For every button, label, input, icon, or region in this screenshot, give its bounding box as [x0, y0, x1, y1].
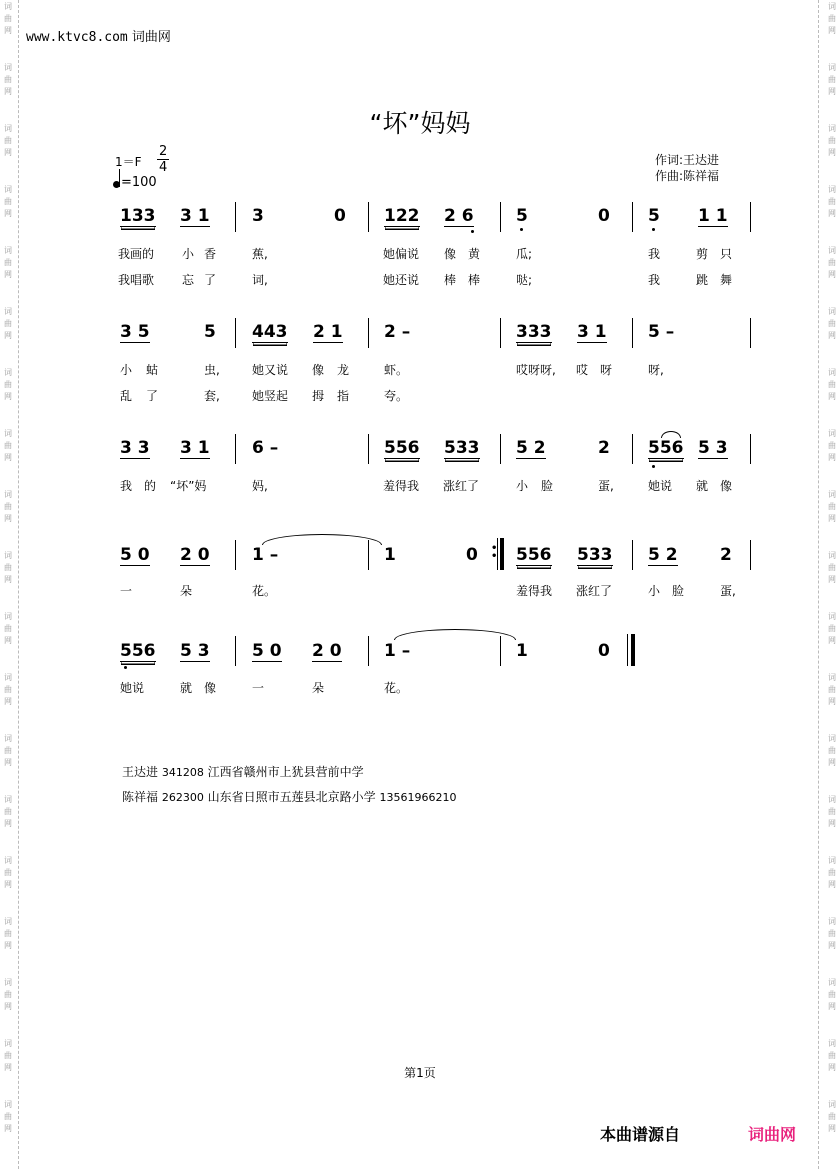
lyric: 像 — [312, 363, 325, 377]
note-group: 0 — [598, 641, 610, 661]
note-group: 133 — [120, 206, 156, 226]
lyric: 她又说 — [252, 363, 289, 377]
contact-name: 王达进 — [122, 765, 159, 779]
lyric: 哎呀呀, — [516, 363, 556, 377]
contact-postcode: 341208 — [161, 766, 204, 779]
watermark-char: 词 — [4, 795, 12, 804]
note-group: 3 5 — [120, 322, 150, 342]
note-group: 556 — [120, 641, 156, 661]
lyric: 我唱歌 — [118, 273, 155, 287]
watermark-char: 曲 — [4, 75, 12, 84]
lyricist: 作词:王达进 — [655, 153, 720, 167]
lyric: 羞得我 — [516, 584, 553, 598]
lyric: 妈, — [252, 479, 268, 493]
watermark-char: 曲 — [4, 563, 12, 572]
bar-line — [500, 318, 501, 348]
watermark-char: 曲 — [4, 502, 12, 511]
watermark-char: 曲 — [4, 14, 12, 23]
lyric: 她说 — [120, 681, 145, 695]
note-group: 5 — [648, 206, 660, 226]
lyric: 我 — [120, 479, 133, 493]
left-margin-line — [18, 0, 19, 1169]
bar-line — [632, 202, 633, 232]
watermark-char: 网 — [4, 1124, 12, 1133]
lyric: 呀 — [600, 363, 613, 377]
watermark-char: 网 — [4, 209, 12, 218]
song-title: “坏”妈妈 — [369, 109, 471, 138]
low-octave-dot — [652, 465, 655, 468]
lyric: 蛄 — [146, 363, 159, 377]
note-group: 3 3 — [120, 438, 150, 458]
watermark-char: 网 — [4, 26, 12, 35]
bar-line — [235, 636, 236, 666]
watermark-char: 网 — [828, 331, 836, 340]
bar-line — [368, 434, 369, 464]
lyric: 夸。 — [384, 389, 409, 403]
time-signature-top: 2 — [159, 144, 168, 159]
watermark-char: 曲 — [4, 1051, 12, 1060]
contact-address: 江西省赣州市上犹县营前中学 — [207, 765, 364, 779]
tie-mark — [262, 534, 382, 545]
note-group: 2 6 — [444, 206, 474, 226]
contact-postcode: 262300 — [161, 791, 204, 804]
watermark-char: 词 — [4, 185, 12, 194]
note-group: 333 — [516, 322, 552, 342]
source-label: 本曲谱源自 — [600, 1125, 681, 1144]
watermark-char: 网 — [828, 636, 836, 645]
lyric: 脸 — [541, 479, 554, 493]
slur-mark — [661, 431, 681, 438]
bar-line — [750, 434, 751, 464]
note-group: 5 2 — [516, 438, 546, 458]
lyric: 我 — [648, 247, 661, 261]
lyric: 虫, — [204, 363, 220, 377]
watermark-char: 词 — [4, 612, 12, 621]
watermark-char: 词 — [828, 734, 836, 743]
lyric: 剪 — [696, 247, 709, 261]
watermark-char: 词 — [4, 856, 12, 865]
note-group: 1 — [384, 545, 396, 565]
tempo-marking — [113, 172, 157, 190]
watermark-char: 词 — [828, 63, 836, 72]
note-group: 533 — [444, 438, 480, 458]
watermark-char: 网 — [828, 758, 836, 767]
watermark-char: 曲 — [4, 319, 12, 328]
watermark-char: 网 — [4, 758, 12, 767]
watermark-char: 网 — [828, 880, 836, 889]
bar-line — [235, 202, 236, 232]
bar-line — [632, 540, 633, 570]
lyric: 词, — [252, 273, 268, 287]
contact-lyricist — [122, 763, 364, 780]
repeat-dots: • • — [491, 543, 498, 562]
lyric: 指 — [337, 389, 350, 403]
note-group: 0 — [466, 545, 478, 565]
note-group: 1 — [516, 641, 528, 661]
lyric: 的 — [144, 479, 157, 493]
time-signature — [157, 144, 169, 175]
repeat-bar-thick — [500, 538, 504, 570]
watermark-char: 网 — [828, 1002, 836, 1011]
watermark-char: 词 — [828, 2, 836, 11]
repeat-bar-thin — [497, 538, 498, 570]
final-bar-thin — [627, 634, 628, 666]
watermark-char: 网 — [828, 575, 836, 584]
lyric: 花。 — [384, 681, 409, 695]
note-group: 5 – — [648, 322, 675, 342]
note-group: 3 1 — [180, 438, 210, 458]
bar-line — [368, 636, 369, 666]
watermark-char: 曲 — [4, 746, 12, 755]
composer: 作曲:陈祥福 — [655, 169, 720, 183]
watermark-char: 曲 — [4, 868, 12, 877]
final-bar-thick — [631, 634, 635, 666]
note-group: 0 — [598, 206, 610, 226]
watermark-char: 曲 — [828, 990, 836, 999]
lyric: 哎 — [576, 363, 589, 377]
watermark-char: 词 — [828, 978, 836, 987]
watermark-char: 网 — [4, 514, 12, 523]
lyric: 我 — [648, 273, 661, 287]
lyric: 棒 — [444, 273, 457, 287]
bar-line — [750, 202, 751, 232]
watermark-char: 词 — [4, 734, 12, 743]
note-group: 2 — [720, 545, 732, 565]
watermark-char: 曲 — [4, 258, 12, 267]
note-group: 533 — [577, 545, 613, 565]
note-group: 2 0 — [180, 545, 210, 565]
watermark-char: 网 — [828, 941, 836, 950]
note-group: 5 0 — [252, 641, 282, 661]
note-group: 1 – — [252, 545, 279, 565]
watermark-char: 词 — [4, 551, 12, 560]
watermark-char: 网 — [4, 331, 12, 340]
bar-line — [632, 434, 633, 464]
watermark-char: 词 — [4, 673, 12, 682]
note-group: 5 — [516, 206, 528, 226]
left-watermark-strip — [2, 0, 14, 1169]
low-octave-dot — [124, 666, 127, 669]
note-group: 2 — [598, 438, 610, 458]
contact-address: 山东省日照市五莲县北京路小学 — [207, 790, 376, 804]
note-group: 3 1 — [180, 206, 210, 226]
watermark-char: 词 — [4, 124, 12, 133]
watermark-char: 网 — [828, 453, 836, 462]
site-url[interactable] — [26, 26, 171, 45]
note-group: 5 0 — [120, 545, 150, 565]
watermark-char: 曲 — [4, 441, 12, 450]
lyric: 就 — [180, 681, 193, 695]
watermark-char: 词 — [4, 368, 12, 377]
note-group: 3 1 — [577, 322, 607, 342]
bar-line — [500, 434, 501, 464]
lyric: 脸 — [672, 584, 685, 598]
right-watermark-strip — [826, 0, 838, 1169]
lyric: 羞得我 — [383, 479, 420, 493]
watermark-char: 曲 — [828, 1051, 836, 1060]
watermark-char: 曲 — [828, 319, 836, 328]
note-group: 2 – — [384, 322, 411, 342]
watermark-char: 词 — [4, 2, 12, 11]
watermark-char: 曲 — [4, 136, 12, 145]
note-group: 2 0 — [312, 641, 342, 661]
watermark-char: 词 — [828, 124, 836, 133]
watermark-char: 曲 — [4, 624, 12, 633]
watermark-char: 网 — [4, 819, 12, 828]
note-group: 5 2 — [648, 545, 678, 565]
watermark-char: 词 — [828, 673, 836, 682]
watermark-char: 词 — [4, 1039, 12, 1048]
note-group: 556 — [648, 438, 684, 458]
lyric: 小 — [648, 584, 661, 598]
note-group: 2 1 — [313, 322, 343, 342]
watermark-char: 曲 — [4, 685, 12, 694]
watermark-char: 词 — [828, 246, 836, 255]
watermark-char: 词 — [828, 368, 836, 377]
watermark-char: 网 — [4, 392, 12, 401]
watermark-char: 网 — [828, 697, 836, 706]
watermark-char: 网 — [4, 270, 12, 279]
bar-line — [368, 540, 369, 570]
watermark-char: 词 — [4, 917, 12, 926]
watermark-char: 词 — [828, 795, 836, 804]
watermark-char: 词 — [4, 307, 12, 316]
lyric: 蕉, — [252, 247, 268, 261]
watermark-char: 网 — [4, 636, 12, 645]
lyric: 小 — [516, 479, 529, 493]
bar-line — [750, 318, 751, 348]
quarter-note-stem — [119, 169, 120, 187]
lyric: 她竖起 — [252, 389, 289, 403]
lyric: 跳 — [696, 273, 709, 287]
bar-line — [632, 318, 633, 348]
lyric: 只 — [720, 247, 733, 261]
note-group: 5 3 — [180, 641, 210, 661]
time-signature-bottom: 4 — [159, 160, 168, 175]
watermark-char: 曲 — [828, 502, 836, 511]
note-group: 3 — [252, 206, 264, 226]
bar-line — [235, 434, 236, 464]
note-group: 556 — [516, 545, 552, 565]
watermark-char: 曲 — [828, 380, 836, 389]
lyric: 一 — [120, 584, 133, 598]
contact-phone: 13561966210 — [379, 791, 457, 804]
note-group: 1 – — [384, 641, 411, 661]
watermark-char: 词 — [4, 246, 12, 255]
lyric: 我画的 — [118, 247, 155, 261]
lyric: 蛋, — [598, 479, 614, 493]
lyric: 套, — [204, 389, 220, 403]
bar-line — [500, 202, 501, 232]
lyric: 蛋, — [720, 584, 736, 598]
watermark-char: 词 — [4, 63, 12, 72]
lyric: 香 — [204, 247, 217, 261]
watermark-char: 曲 — [828, 624, 836, 633]
watermark-char: 曲 — [4, 990, 12, 999]
lyric: 了 — [204, 273, 217, 287]
watermark-char: 词 — [828, 185, 836, 194]
watermark-char: 词 — [4, 978, 12, 987]
lyric: 虾。 — [384, 363, 409, 377]
source-brand-link[interactable]: 词曲网 — [748, 1125, 797, 1144]
watermark-char: 曲 — [828, 685, 836, 694]
lyric: 黄 — [468, 247, 481, 261]
lyric: 涨红了 — [443, 479, 480, 493]
bar-line — [368, 202, 369, 232]
lyric: 瓜; — [516, 247, 533, 261]
watermark-char: 网 — [4, 575, 12, 584]
lyric: 就 — [696, 479, 709, 493]
bar-line — [750, 540, 751, 570]
site-name: 词曲网 — [131, 30, 171, 45]
watermark-char: 网 — [828, 392, 836, 401]
watermark-char: 词 — [828, 490, 836, 499]
watermark-char: 曲 — [4, 197, 12, 206]
watermark-char: 曲 — [4, 1112, 12, 1121]
watermark-char: 网 — [828, 270, 836, 279]
watermark-char: 曲 — [828, 136, 836, 145]
watermark-char: 网 — [4, 453, 12, 462]
watermark-char: 词 — [828, 856, 836, 865]
lyric: 她还说 — [383, 273, 420, 287]
bar-line — [235, 540, 236, 570]
watermark-char: 词 — [828, 612, 836, 621]
lyric: 涨红了 — [576, 584, 613, 598]
key-signature: 1＝F — [115, 155, 142, 169]
tie-mark — [394, 629, 516, 640]
lyric: 舞 — [720, 273, 733, 287]
watermark-char: 网 — [4, 87, 12, 96]
watermark-char: 网 — [4, 148, 12, 157]
lyric: 朵 — [312, 681, 325, 695]
watermark-char: 曲 — [828, 14, 836, 23]
watermark-char: 词 — [828, 917, 836, 926]
bar-line — [500, 636, 501, 666]
watermark-char: 网 — [828, 87, 836, 96]
watermark-char: 曲 — [828, 1112, 836, 1121]
contact-name: 陈祥福 — [122, 790, 159, 804]
watermark-char: 网 — [828, 819, 836, 828]
lyric: 龙 — [337, 363, 350, 377]
song-credits — [655, 152, 719, 184]
note-group: 0 — [334, 206, 346, 226]
lyric: 朵 — [180, 584, 193, 598]
watermark-char: 网 — [828, 514, 836, 523]
lyric: 像 — [204, 681, 217, 695]
note-group: 443 — [252, 322, 288, 342]
lyric: “坏”妈 — [170, 479, 207, 493]
note-group: 5 — [204, 322, 216, 342]
lyric: 她说 — [648, 479, 673, 493]
watermark-char: 曲 — [828, 563, 836, 572]
watermark-char: 词 — [4, 490, 12, 499]
watermark-char: 网 — [828, 148, 836, 157]
watermark-char: 曲 — [828, 746, 836, 755]
lyric: 了 — [146, 389, 159, 403]
watermark-char: 网 — [4, 1063, 12, 1072]
watermark-char: 曲 — [828, 807, 836, 816]
lyric: 忘 — [182, 273, 195, 287]
note-group: 556 — [384, 438, 420, 458]
watermark-char: 曲 — [4, 929, 12, 938]
low-octave-dot — [652, 228, 655, 231]
lyric: 她偏说 — [383, 247, 420, 261]
contact-composer — [122, 788, 457, 805]
watermark-char: 网 — [4, 880, 12, 889]
page-number: 第1页 — [404, 1066, 436, 1080]
watermark-char: 网 — [828, 1124, 836, 1133]
low-octave-dot — [471, 230, 474, 233]
lyric: 拇 — [312, 389, 325, 403]
watermark-char: 词 — [828, 551, 836, 560]
watermark-char: 曲 — [828, 75, 836, 84]
watermark-char: 曲 — [828, 197, 836, 206]
site-url-text[interactable]: www.ktvc8.com — [26, 30, 128, 45]
watermark-char: 词 — [828, 307, 836, 316]
note-group: 122 — [384, 206, 420, 226]
watermark-char: 曲 — [828, 441, 836, 450]
watermark-char: 曲 — [4, 807, 12, 816]
note-group: 5 3 — [698, 438, 728, 458]
watermark-char: 词 — [828, 1100, 836, 1109]
watermark-char: 网 — [4, 941, 12, 950]
watermark-char: 曲 — [4, 380, 12, 389]
bar-line — [235, 318, 236, 348]
watermark-char: 曲 — [828, 868, 836, 877]
watermark-char: 网 — [828, 26, 836, 35]
tempo-value: =100 — [121, 175, 157, 190]
low-octave-dot — [520, 228, 523, 231]
watermark-char: 网 — [828, 209, 836, 218]
right-margin-line — [818, 0, 819, 1169]
note-group: 6 – — [252, 438, 279, 458]
watermark-char: 词 — [828, 429, 836, 438]
watermark-char: 曲 — [828, 258, 836, 267]
watermark-char: 网 — [4, 1002, 12, 1011]
lyric: 一 — [252, 681, 265, 695]
bar-line — [368, 318, 369, 348]
watermark-char: 网 — [828, 1063, 836, 1072]
lyric: 小 — [182, 247, 195, 261]
lyric: 小 — [120, 363, 133, 377]
lyric: 像 — [444, 247, 457, 261]
watermark-char: 词 — [4, 429, 12, 438]
lyric: 呀, — [648, 363, 664, 377]
watermark-char: 网 — [4, 697, 12, 706]
lyric: 花。 — [252, 584, 277, 598]
note-group: 1 1 — [698, 206, 728, 226]
watermark-char: 词 — [4, 1100, 12, 1109]
lyric: 哒; — [516, 273, 533, 287]
lyric: 像 — [720, 479, 733, 493]
watermark-char: 曲 — [828, 929, 836, 938]
lyric: 棒 — [468, 273, 481, 287]
lyric: 乱 — [120, 389, 133, 403]
watermark-char: 词 — [828, 1039, 836, 1048]
